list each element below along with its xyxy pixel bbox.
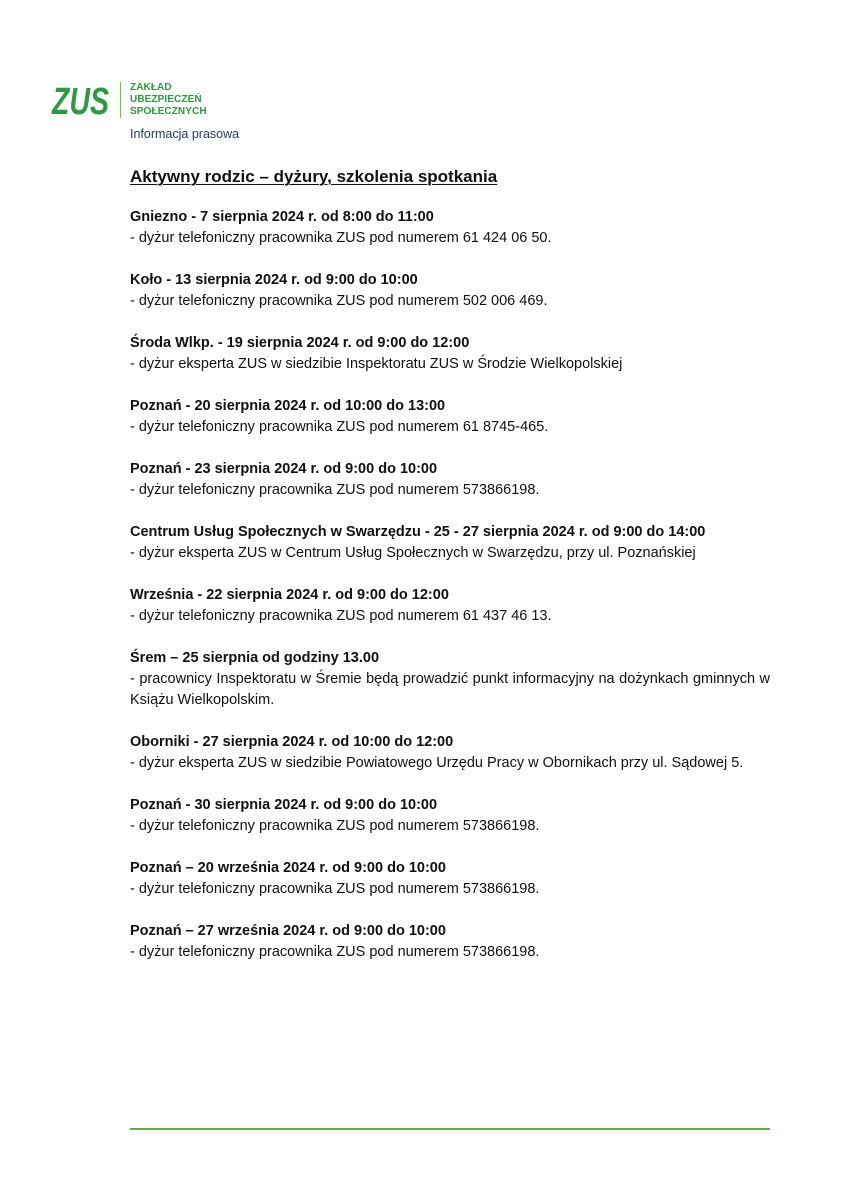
event-item	[130, 648, 770, 711]
press-release-label: Informacja prasowa	[130, 127, 240, 141]
event-heading: Poznań – 20 września 2024 r. od 9:00 do 10:00	[130, 860, 446, 876]
event-heading: Centrum Usług Społecznych w Swarzędzu - 25 - 27 sierpnia 2024 r. od 9:00 do 14:00	[130, 524, 706, 540]
event-heading: Śrem – 25 sierpnia od godziny 13.00	[130, 650, 380, 666]
event-item	[130, 858, 770, 900]
event-item	[130, 396, 770, 438]
event-item	[130, 732, 770, 774]
event-item	[130, 333, 770, 375]
event-heading: Września - 22 sierpnia 2024 r. od 9:00 do 12:00	[130, 587, 449, 603]
header	[51, 80, 207, 123]
event-heading: Poznań - 20 sierpnia 2024 r. od 10:00 do 13:00	[130, 398, 446, 414]
event-item	[130, 921, 770, 963]
event-heading: Poznań - 30 sierpnia 2024 r. od 9:00 do 10:00	[130, 797, 438, 813]
event-description: - dyżur telefoniczny pracownika ZUS pod numerem 61 8745-465.	[130, 419, 549, 435]
footer-divider	[130, 1128, 770, 1130]
event-heading: Gniezno - 7 sierpnia 2024 r. od 8:00 do 11:00	[130, 209, 434, 225]
logo-line-2: UBEZPIECZEŃ	[130, 94, 202, 105]
page-title: Aktywny rodzic – dyżury, szkolenia spotkania	[130, 167, 498, 186]
event-item	[130, 459, 770, 501]
event-description: - dyżur eksperta ZUS w siedzibie Powiatowego Urzędu Pracy w Obornikach przy ul. Sądowej 5.	[130, 755, 744, 771]
event-description: - dyżur telefoniczny pracownika ZUS pod numerem 502 006 469.	[130, 293, 548, 309]
event-description: - dyżur telefoniczny pracownika ZUS pod numerem 61 437 46 13.	[130, 608, 552, 624]
event-item	[130, 585, 770, 627]
event-item	[130, 522, 770, 564]
events-list	[130, 207, 770, 984]
event-heading: Poznań – 27 września 2024 r. od 9:00 do 10:00	[130, 923, 446, 939]
logo-wordmark	[130, 82, 207, 118]
logo-line-1: ZAKŁAD	[130, 82, 172, 93]
event-description: - dyżur eksperta ZUS w Centrum Usług Społecznych w Swarzędzu, przy ul. Poznańskiej	[130, 545, 696, 561]
logo-line-3: SPOŁECZNYCH	[130, 106, 207, 117]
event-heading: Poznań - 23 sierpnia 2024 r. od 9:00 do 10:00	[130, 461, 438, 477]
event-item	[130, 207, 770, 249]
event-heading: Oborniki - 27 sierpnia 2024 r. od 10:00 do 12:00	[130, 734, 454, 750]
event-item	[130, 795, 770, 837]
logo-divider	[120, 82, 121, 118]
zus-logo-letters: ZUS	[51, 81, 109, 123]
event-description: - dyżur telefoniczny pracownika ZUS pod numerem 573866198.	[130, 482, 540, 498]
event-heading: Koło - 13 sierpnia 2024 r. od 9:00 do 10:00	[130, 272, 418, 288]
event-description: - dyżur telefoniczny pracownika ZUS pod numerem 573866198.	[130, 881, 540, 897]
event-description: - dyżur eksperta ZUS w siedzibie Inspektoratu ZUS w Środzie Wielkopolskiej	[130, 356, 623, 372]
zus-logo	[51, 81, 110, 123]
event-description: - dyżur telefoniczny pracownika ZUS pod numerem 61 424 06 50.	[130, 230, 552, 246]
event-description: - dyżur telefoniczny pracownika ZUS pod numerem 573866198.	[130, 944, 540, 960]
event-description: - pracownicy Inspektoratu w Śremie będą prowadzić punkt informacyjny na dożynkach gminnych w Książu Wielkopolskim.	[130, 671, 770, 708]
event-heading: Środa Wlkp. - 19 sierpnia 2024 r. od 9:00 do 12:00	[130, 335, 470, 351]
event-description: - dyżur telefoniczny pracownika ZUS pod numerem 573866198.	[130, 818, 540, 834]
event-item	[130, 270, 770, 312]
